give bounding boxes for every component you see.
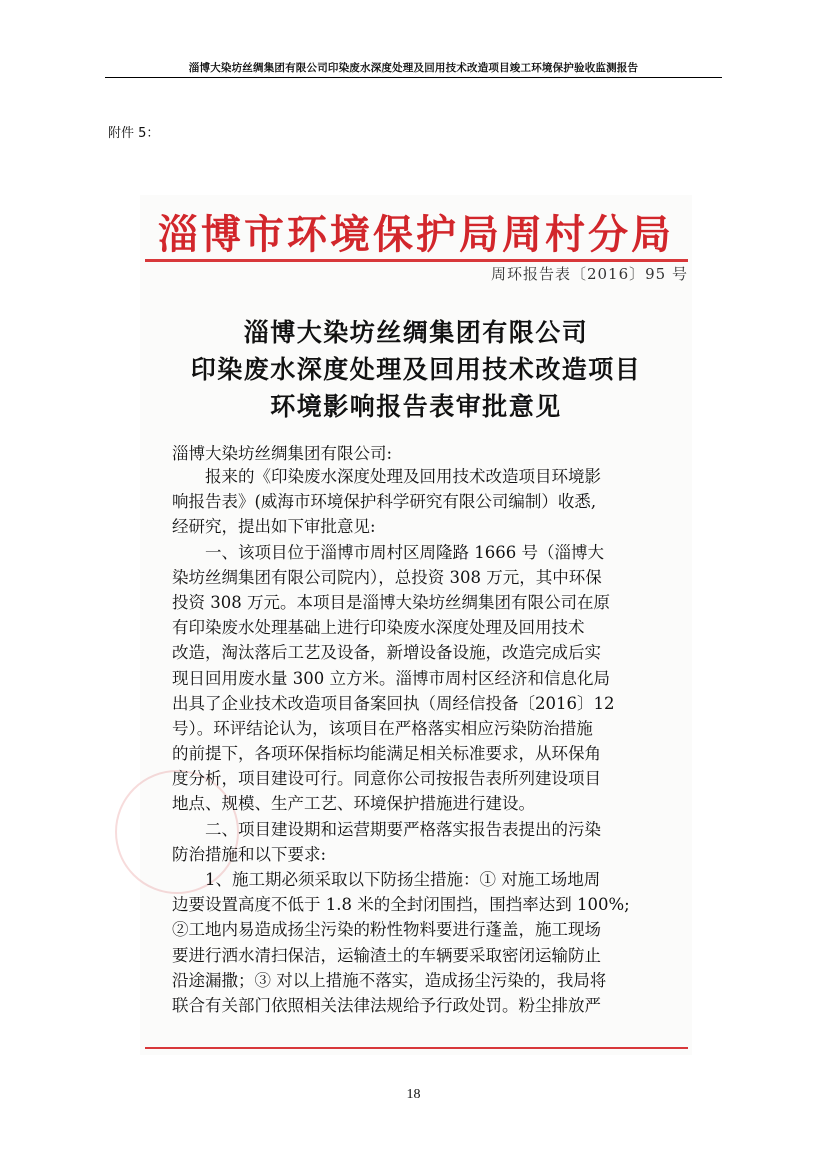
body-line: 现日回用废水量 300 立方米。淄博市周村区经济和信息化局: [172, 668, 610, 688]
body-line: 报来的《印染废水深度处理及回用技术改造项目环境影: [172, 467, 601, 486]
body-line: 防治措施和以下要求:: [172, 844, 327, 864]
attachment-label: 附件 5：: [108, 126, 160, 141]
body-line: 地点、规模、生产工艺、环境保护措施进行建设。: [172, 794, 535, 814]
body-line: 要进行洒水清扫保洁，运输渣土的车辆要采取密闭运输防止: [172, 945, 601, 965]
body-line: 的前提下，各项环保指标均能满足相关标准要求，从环保角: [172, 744, 601, 764]
body-line: 度分析，项目建设可行。同意你公司按报告表所列建设项目: [172, 769, 601, 789]
body-line: 改造，淘汰落后工艺及设备，新增设备设施，改造完成后实: [172, 643, 601, 663]
document-title-line-2: 印染废水深度处理及回用技术改造项目: [190, 355, 642, 384]
body-line: 二、项目建设期和运营期要严格落实报告表提出的污染: [172, 819, 601, 839]
document-title-line-3: 环境影响报告表审批意见: [270, 392, 562, 421]
body-line: 染坊丝绸集团有限公司院内），总投资 308 万元，其中环保: [172, 567, 602, 587]
bottom-red-rule: [145, 1047, 688, 1049]
letterhead-red-rule: [145, 259, 688, 262]
body-line: 一、该项目位于淄博市周村区周隆路 1666 号（淄博大: [172, 542, 604, 562]
body-line: 边要设置高度不低于 1.8 米的全封闭围挡，围挡率达到 100%;: [172, 895, 630, 915]
body-line: 出具了企业技术改造项目备案回执（周经信投备〔2016〕12: [172, 693, 615, 713]
body-line: 响报告表》(威海市环境保护科学研究有限公司编制）收悉,: [172, 492, 597, 512]
agency-letterhead-title: 淄博市环境保护局周村分局: [158, 211, 674, 258]
body-text: [172, 464, 692, 1018]
header-rule: [105, 77, 722, 78]
page-number: 18: [406, 1087, 421, 1102]
body-line: 经研究，提出如下审批意见:: [172, 517, 376, 537]
body-line: 号）。环评结论认为，该项目在严格落实相应污染防治措施: [172, 718, 593, 738]
body-line: 投资 308 万元。本项目是淄博大染坊丝绸集团有限公司在原: [172, 592, 610, 612]
document-title-line-1: 淄博大染坊丝绸集团有限公司: [243, 318, 589, 347]
body-line: 联合有关部门依照相关法律法规给予行政处罚。粉尘排放严: [172, 995, 601, 1015]
body-line: ②工地内易造成扬尘污染的粉性物料要进行蓬盖，施工现场: [172, 920, 601, 940]
body-line: 沿途漏撒；③ 对以上措施不落实，造成扬尘污染的，我局将: [172, 970, 607, 990]
document-number: 周环报告表〔2016〕95 号: [490, 265, 688, 283]
body-line: 1、施工期必须采取以下防扬尘措施：① 对施工场地周: [172, 870, 601, 889]
running-header: 淄博大染坊丝绸集团有限公司印染废水深度处理及回用技术改造项目竣工环境保护验收监测报告: [188, 62, 639, 74]
addressee: 淄博大染坊丝绸集团有限公司:: [172, 444, 393, 463]
body-line: 有印染废水处理基础上进行印染废水深度处理及回用技术: [172, 618, 585, 638]
